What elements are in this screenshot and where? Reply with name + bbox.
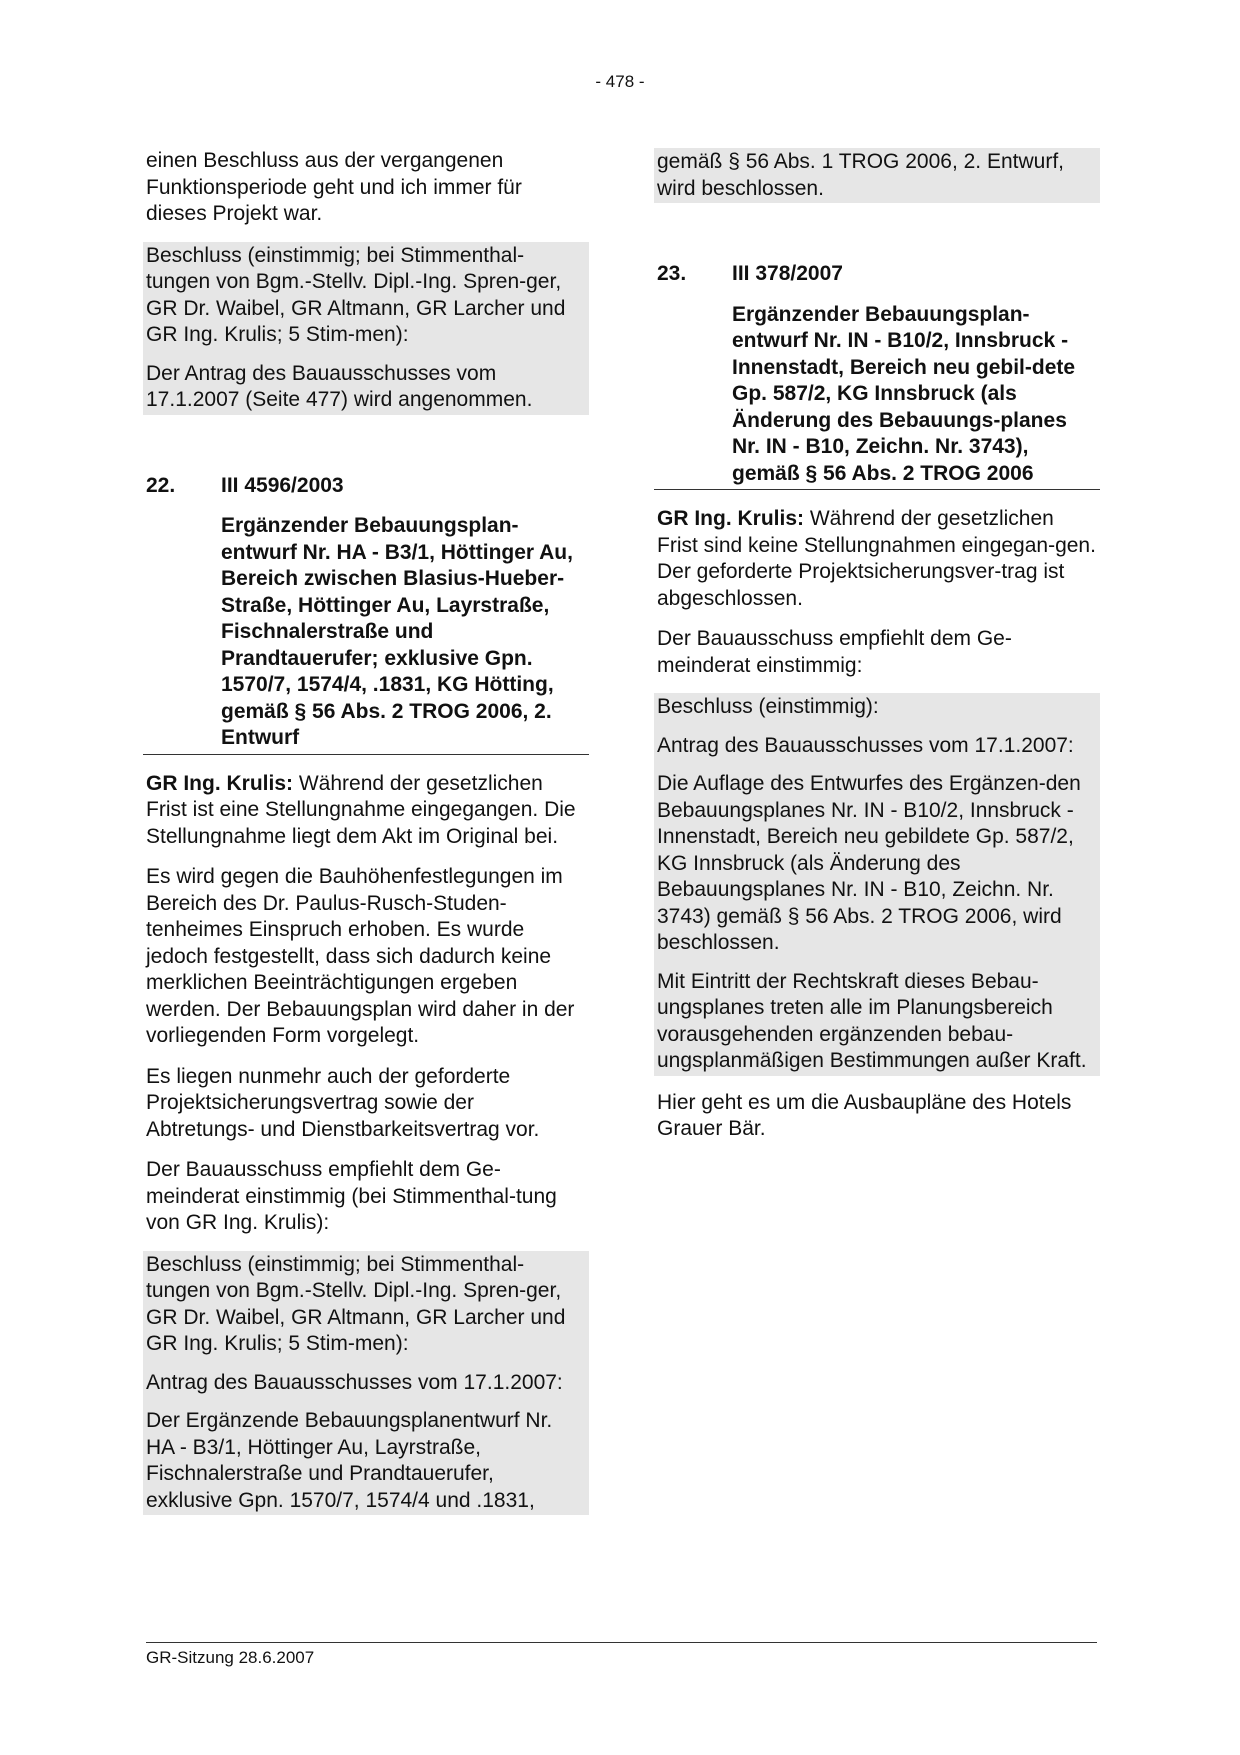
agenda-item-22-header: [146, 473, 586, 500]
paragraph: Es liegen nunmehr auch der geforderte Projektsicherungsvertrag sowie der Abtretungs- und Dienstbarkeitsvertrag vor.: [146, 1064, 540, 1141]
resolution-text: Die Auflage des Entwurfes des Ergänzen-den Bebauungsplanes Nr. IN - B10/2, Innsbruck - Innenstadt, Bereich neu gebildete Gp. 587/2, KG Innsbruck (als Änderung des Bebauungsplanes Nr. IN - B10, Zeichn. Nr. 3743) gemäß § 56 Abs. 2 TROG 2006, wird beschlossen.: [657, 772, 1081, 954]
resolution-vote: Beschluss (einstimmig; bei Stimmenthal-tungen von Bgm.-Stellv. Dipl.-Ing. Spren-ger, GR Dr. Waibel, GR Altmann, GR Larcher und GR Ing. Krulis; 5 Stim-men):: [146, 243, 566, 346]
resolution-vote: Beschluss (einstimmig):: [657, 695, 879, 718]
closing-remark: Hier geht es um die Ausbaupläne des Hotels Grauer Bär.: [657, 1090, 1072, 1140]
recommendation: Der Bauausschuss empfiehlt dem Ge-meinderat einstimmig:: [657, 627, 1012, 677]
item-number: 23.: [657, 262, 687, 285]
intro-paragraph: einen Beschluss aus der vergangenen Funktionsperiode geht und ich immer für dieses Projekt war.: [146, 149, 522, 225]
speaker-text: Während der gesetzlichen Frist ist eine Stellungnahme eingegangen. Die Stellungnahme liegt dem Akt im Original bei.: [146, 771, 576, 848]
resolution-text: Der Antrag des Bauausschusses vom 17.1.2007 (Seite 477) wird angenommen.: [146, 361, 533, 411]
resolution-text-2: Mit Eintritt der Rechtskraft dieses Bebau-ungsplanes treten alle im Planungsbereich vorausgehenden ergänzenden bebau-ungsplanmäßigen Bestimmungen außer Kraft.: [657, 969, 1087, 1072]
resolution-motion: Antrag des Bauausschusses vom 17.1.2007:: [146, 1370, 563, 1394]
resolution-box-2: [143, 1251, 589, 1516]
agenda-item-22-title: Ergänzender Bebauungsplan-entwurf Nr. HA - B3/1, Höttinger Au, Bereich zwischen Blasius-Hueber-Straße, Höttinger Au, Layrstraße, Fischnalerstraße und Prandtauerufer; exklusive Gpn. 1570/7, 1574/4, .1831, KG Hötting, gemäß § 56 Abs. 2 TROG 2006, 2. Entwurf: [221, 514, 573, 749]
item-reference: III 4596/2003: [221, 473, 344, 497]
recommendation: Der Bauausschuss empfiehlt dem Ge-meinderat einstimmig (bei Stimmenthal-tung von GR Ing. Krulis):: [146, 1158, 557, 1234]
footer-divider: [146, 1642, 1097, 1643]
divider: [143, 754, 589, 755]
resolution-text: gemäß § 56 Abs. 1 TROG 2006, 2. Entwurf, wird beschlossen.: [657, 150, 1064, 200]
resolution-continued: [654, 148, 1100, 203]
agenda-item-23-title: Ergänzender Bebauungsplan-entwurf Nr. IN - B10/2, Innsbruck - Innenstadt, Bereich neu gebil-dete Gp. 587/2, KG Innsbruck (als Änderung des Bebauungs-planes Nr. IN - B10, Zeichn. Nr. 3743), gemäß § 56 Abs. 2 TROG 2006: [732, 302, 1076, 485]
resolution-box-1: [143, 242, 589, 415]
footer-session-date: GR-Sitzung 28.6.2007: [146, 1648, 315, 1667]
agenda-item-23-header: [657, 261, 1097, 288]
resolution-text: Der Ergänzende Bebauungsplanentwurf Nr. HA - B3/1, Höttinger Au, Layrstraße, Fischnalerstraße und Prandtauerufer, exklusive Gpn. 1570/7, 1574/4 und .1831,: [146, 1409, 553, 1512]
right-column: [657, 148, 1097, 1157]
speaker-name: GR Ing. Krulis:: [657, 507, 804, 530]
paragraph: Es wird gegen die Bauhöhenfestlegungen im Bereich des Dr. Paulus-Rusch-Studen-tenheimes Einspruch erhoben. Es wurde jedoch festgestellt, dass sich dadurch keine merklichen Beeinträchtigungen ergeben werden. Der Bebauungsplan wird daher in der vorliegenden Form vorgelegt.: [146, 865, 575, 1047]
speaker-statement: [657, 506, 1097, 612]
speaker-text: Während der gesetzlichen Frist sind keine Stellungnahmen eingegan-gen. Der geforderte Projektsicherungsver-trag ist abgeschlossen.: [657, 507, 1096, 610]
divider: [654, 489, 1100, 490]
speaker-statement: [146, 771, 586, 851]
left-column: [146, 148, 586, 1515]
resolution-vote: Beschluss (einstimmig; bei Stimmenthal-tungen von Bgm.-Stellv. Dipl.-Ing. Spren-ger, GR Dr. Waibel, GR Altmann, GR Larcher und GR Ing. Krulis; 5 Stim-men):: [146, 1252, 566, 1355]
resolution-box-3: [654, 693, 1100, 1076]
resolution-motion: Antrag des Bauausschusses vom 17.1.2007:: [657, 733, 1074, 757]
speaker-name: GR Ing. Krulis:: [146, 771, 293, 795]
item-reference: III 378/2007: [732, 262, 843, 285]
page-number: - 478 -: [595, 72, 645, 91]
item-number: 22.: [146, 473, 176, 497]
